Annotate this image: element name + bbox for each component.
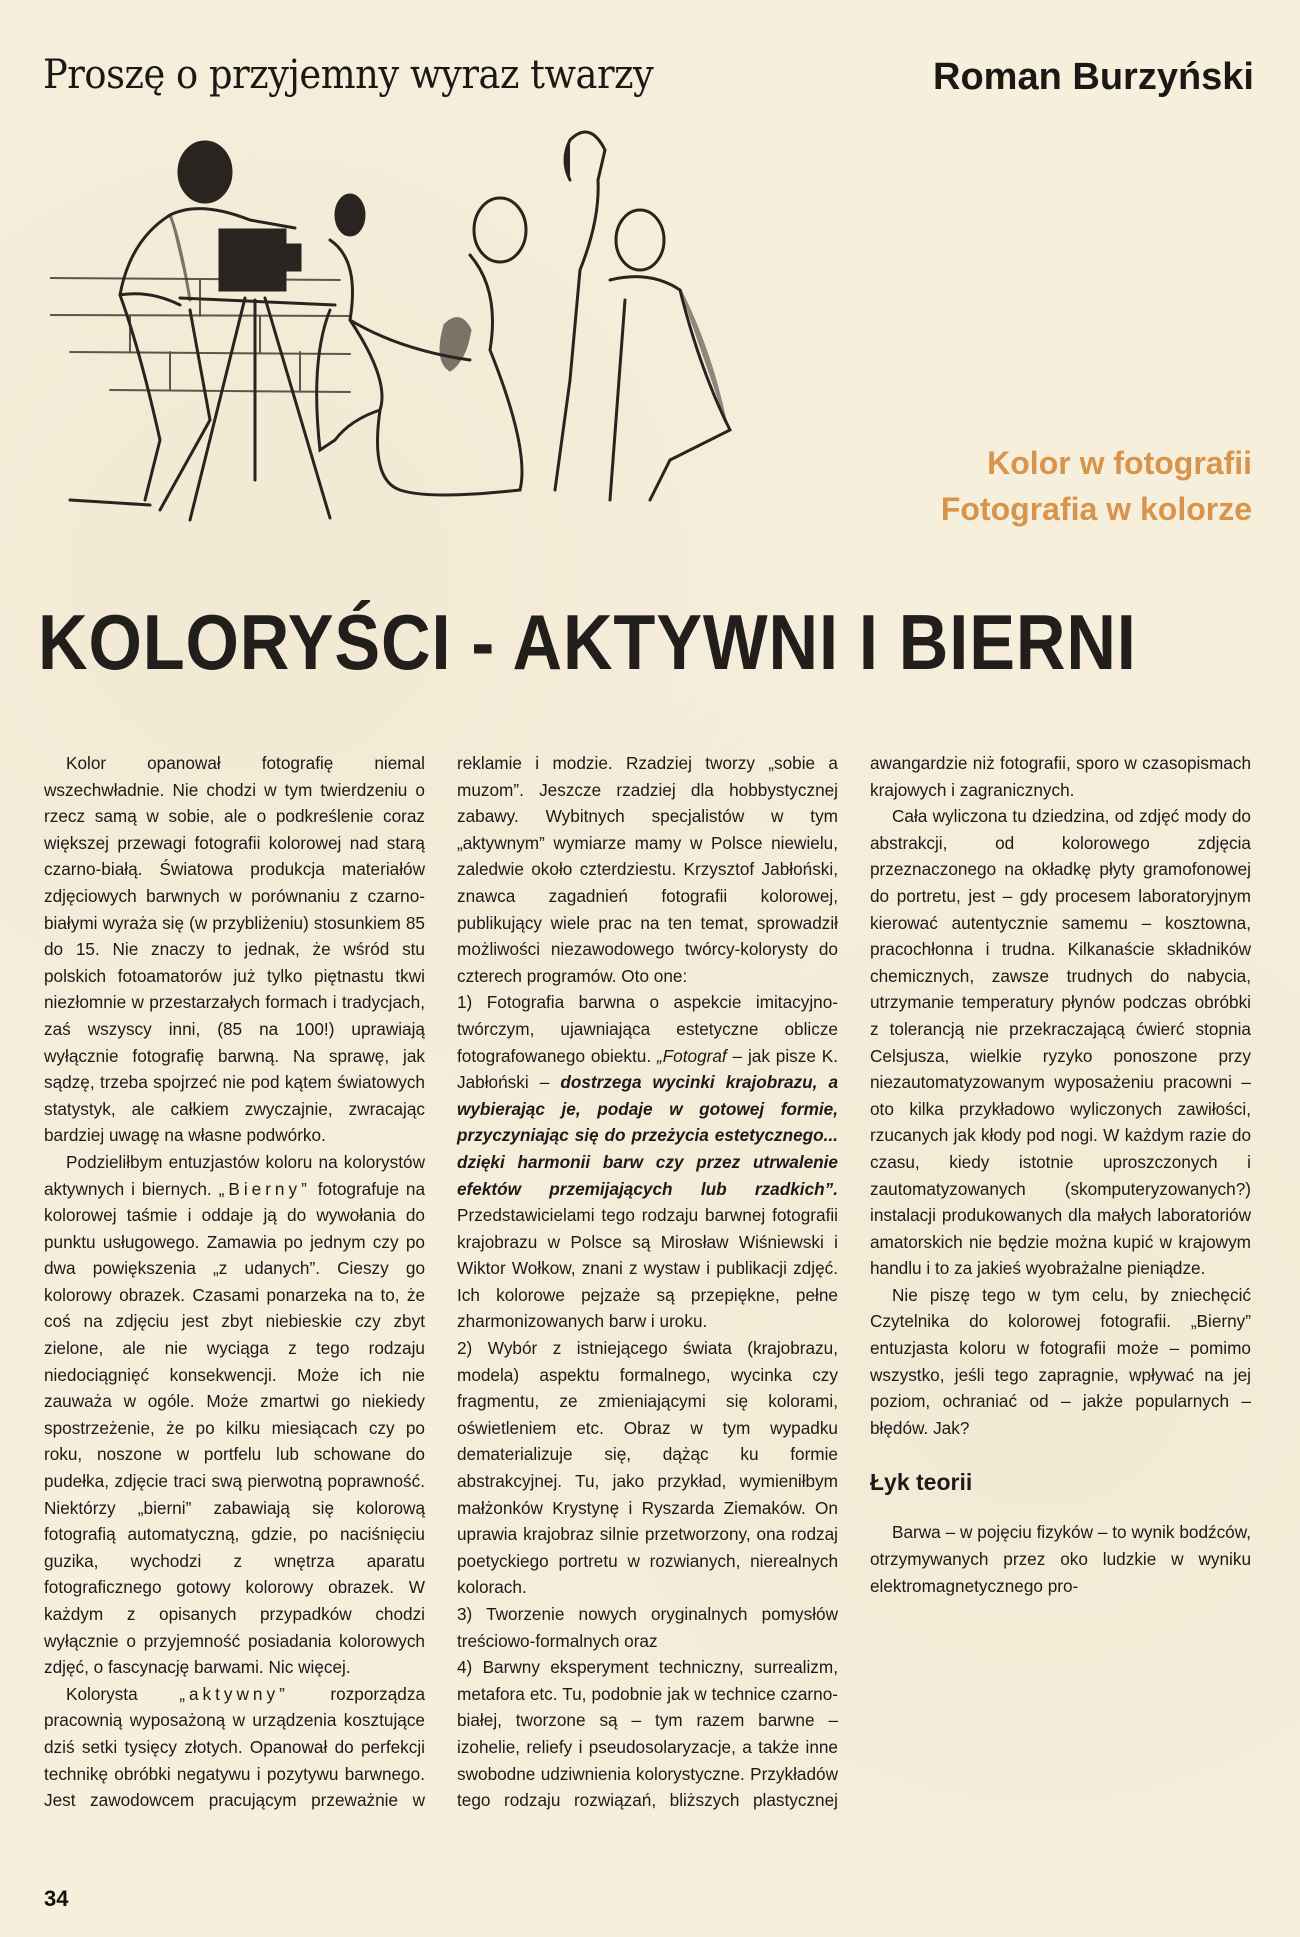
list-item-3: 3) Tworzenie nowych oryginalnych pomysłów treściowo-formalnych oraz: [457, 1604, 838, 1651]
spaced-term: „Bierny”: [218, 1178, 311, 1199]
quote-text: dostrzega wycinki krajobrazu, a wybierając je, podaje w gotowej formie, przyczyniając się do przeżycia estetycznego... dzięki harmonii barw czy przez utrwalenie efektów przemijających lub rzadkich”.: [457, 1072, 839, 1199]
author-name: Roman Burzyński: [933, 56, 1254, 98]
paragraph-text: rozporządza pracownią wyposażoną w urządzenia kosztujące dziś setki tysięcy złotych. Opanował do perfekcji technikę obróbki negatywu i pozytywu barwnego. Jest zawodowcem pracującym przeważnie w reklamie i modzie. Rzadziej tworzy „sobie a muzom”. Jeszcze rzadziej dla hobbystycznej zabawy. Wybitnych specjalistów w tym „aktywnym” wymiarze mamy w Polsce niewielu, zaledwie około czterdziestu. Krzysztof Jabłoński, znawca zagadnień fotografii kolorowej, publikujący wiele prac na ten temat, sprowadził możliwości niezawodowego twórcy-kolorysty do czterech programów. Oto one:: [44, 753, 838, 1811]
paragraph: Cała wyliczona tu dziedzina, od zdjęć mody do abstrakcji, od kolorowego zdjęcia przeznaczonego na okładkę płyty gramofonowej do portretu, jest – gdy procesem laboratoryjnym kierować autentycznie samemu – kosztowna, pracochłonna i trudna. Kilkanaście składników chemicznych, zawsze trudnych do nabycia, utrzymanie temperatury płynów podczas obróbki z tolerancją nie przekraczającą ćwierć stopnia Celsjusza, wielkie ryzyko ponoszone przy niezautomatyzowanym wyposażeniu pracowni – oto kilka przykładowo wyliczonych zawiłości, rzucanych jak kłody pod nogi. W każdym razie do czasu, kiedy istotnie uproszczonych i zautomatyzowanych (skomputeryzowanych?) instalacji produkowanych dla małych laboratoriów amatorskich nie będzie można kupić w krajowym handlu i to za jakieś wyobrażalne pieniądze.: [870, 806, 1251, 1279]
paragraph-text: Podzieliłbym entuzjastów koloru na kolorystów aktywnych i biernych.: [44, 1151, 425, 1199]
subtitle-line-2: Fotografia w kolorze: [940, 491, 1252, 527]
section-heading: Łyk teorii: [870, 1469, 973, 1496]
series-title: Proszę o przyjemny wyraz twarzy: [43, 52, 654, 98]
article-body: [44, 750, 1251, 1815]
page-number: 34: [44, 1886, 69, 1911]
paragraph-text: fotografuje na kolorowej taśmie i oddaje ją do wywołania do punktu usługowego. Zamawia po jednym czy po dwa powiększenia „z udanych”. Cieszy go kolorowy obrazek. Czasami ponarzeka na to, że coś na zdjęciu jest zbyt niebieskie czy zbyt zielone, ale nie wyciąga z tego rodzaju niedociągnięć konsekwencji. Może ich nie zauważa w ogóle. Może zmartwi go niekiedy spostrzeżenie, że po kilku miesiącach czy po roku, noszone w portfelu lub schowane do pudełka, zdjęcie traci swą pierwotną poprawność. Niektórzy „bierni” zabawiają się kolorową fotografią automatyczną, gdzie, po naciśnięciu guzika, wychodzi z wnętrza aparatu fotograficznego gotowy kolorowy obrazek. W każdym z opisanych przypadków chodzi wyłącznie o przyjemność posiadania kolorowych zdjęć, o fascynację barwami. Nic więcej.: [44, 1178, 426, 1678]
paragraph-text: – jak pisze K. Jabłoński –: [457, 1045, 838, 1093]
quote-text: „Fotograf: [656, 1045, 727, 1066]
subtitle-line-1: Kolor w fotografii: [987, 445, 1252, 481]
family-figures-icon: [317, 132, 730, 500]
paragraph: Barwa – w pojęciu fizyków – to wynik bodźców, otrzymywanych przez oko ludzkie w wyniku elektromagnetycznego pro-: [870, 1522, 1251, 1596]
photographer-figure-icon: [70, 142, 295, 510]
paragraph-text: Przedstawicielami tego rodzaju barwnej fotografii krajobrazu w Polsce są Mirosław Wiśniewski i Wiktor Wołkow, znani z wystaw i publikacji zdjęć. Ich kolorowe pejzaże są przepiękne, pełne zharmonizowanych barw i uroku.: [457, 1205, 838, 1332]
article-headline: KOLORYŚCI - AKTYWNI I BIERNI: [38, 598, 1137, 686]
paragraph-text: 1) Fotografia barwna o aspekcie imitacyjno-twórczym, ujawniająca estetyczne oblicze fotografowanego obiektu.: [457, 992, 838, 1066]
list-item-1: [457, 989, 838, 1335]
paragraph: Kolor opanował fotografię niemal wszechwładnie. Nie chodzi w tym twierdzeniu o rzecz samą w sobie, ale o podkreślenie coraz większej przewagi fotografii kolorowej nad starą czarno-białą. Światowa produkcja materiałów zdjęciowych barwnych w porównaniu z czarno-białymi wyraża się (w przybliżeniu) stosunkiem 85 do 15. Nie znaczy to jednak, że wśród stu polskich fotoamatorów już tylko piętnastu tkwi niezłomnie w przestarzałych formach i tradycjach, zaś wszyscy inni, (85 na 100!) uprawiają wyłącznie fotografię barwną. Na sprawę, jak sądzę, trzeba spojrzeć nie pod kątem światowych statystyk, ale całkiem zwyczajnie, zwracając bardziej uwagę na własne podwórko.: [44, 753, 425, 1146]
paragraph: [44, 1149, 425, 1681]
section-subtitle: [941, 440, 1252, 532]
spaced-term: „aktywny”: [179, 1683, 289, 1704]
list-item-4: 4) Barwny eksperyment techniczny, surrealizm, metafora etc. Tu, podobnie jak w technice czarno-białej, tworzone są – tym razem barwne – izohelie, reliefy i pseudosolaryzacje, a także inne swobodne udziwnienia kolorystyczne. Przykładów tego rodzaju rozwiązań, bliższych plastycznej awangardzie niż fotografii, sporo w czasopismach krajowych i zagranicznych.: [457, 753, 1251, 1811]
paragraph-text: Kolorysta: [66, 1683, 180, 1704]
list-item-2: 2) Wybór z istniejącego świata (krajobrazu, modela) aspektu formalnego, wycinka czy fragmentu, ze zmieniającymi się kolorami, oświetleniem etc. Obraz w tym wypadku dematerializuje się, dążąc ku formie abstrakcyjnej. Tu, jako przykład, wymieniłbym małżonków Krystynę i Ryszarda Ziemaków. On uprawia krajobraz silnie przetworzony, ona rodzaj poetyckiego portretu w rozwianych, nierealnych kolorach.: [457, 1338, 838, 1598]
brick-wall-icon: [50, 278, 350, 392]
photographer-illustration-icon: [50, 120, 750, 540]
paragraph: Nie piszę tego w tym celu, by zniechęcić Czytelnika do kolorowej fotografii. „Bierny” entuzjasta koloru w fotografii może – pomimo wszystko, jeśli tego zapragnie, wpływać na jej poziom, ochraniać od – jakże popularnych – błędów. Jak?: [870, 1284, 1251, 1438]
